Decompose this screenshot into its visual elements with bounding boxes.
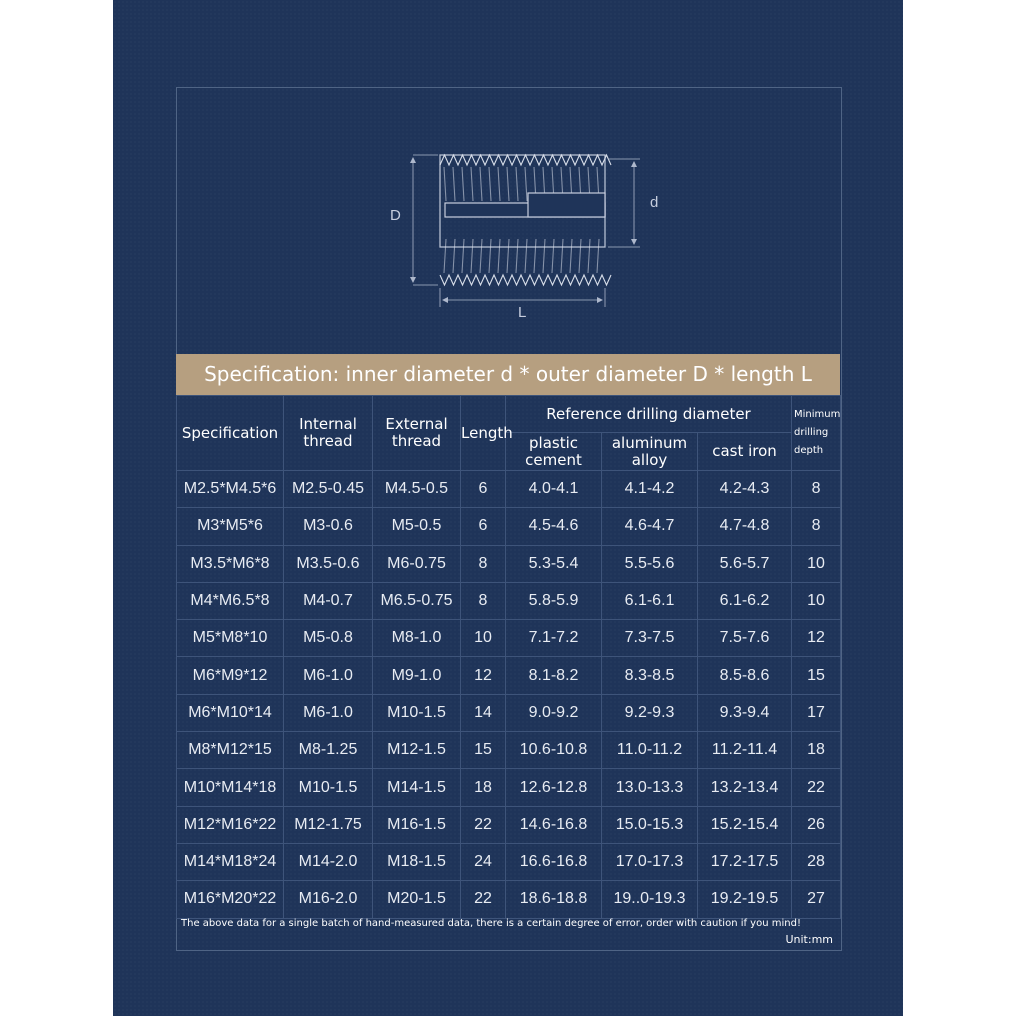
cell-internal-thread: M12-1.75 [284,806,373,843]
cell-plastic-cement: 8.1-8.2 [506,657,602,694]
cell-external-thread: M14-1.5 [373,769,461,806]
diagram-label-d: d [650,194,659,211]
cell-aluminum-alloy: 19..0-19.3 [602,881,698,918]
cell-plastic-cement: 10.6-10.8 [506,732,602,769]
cell-plastic-cement: 4.0-4.1 [506,471,602,508]
cell-minimum-drilling-depth: 8 [792,508,841,545]
cell-length: 6 [461,508,506,545]
header-cast-iron: cast iron [698,433,792,471]
cell-external-thread: M4.5-0.5 [373,471,461,508]
cell-internal-thread: M14-2.0 [284,843,373,880]
table-row [177,881,841,918]
cell-length: 6 [461,471,506,508]
table-row [177,620,841,657]
cell-cast-iron: 15.2-15.4 [698,806,792,843]
table-row [177,769,841,806]
cell-aluminum-alloy: 4.6-4.7 [602,508,698,545]
cell-length: 22 [461,806,506,843]
cell-internal-thread: M4-0.7 [284,582,373,619]
cell-aluminum-alloy: 11.0-11.2 [602,732,698,769]
cell-plastic-cement: 14.6-16.8 [506,806,602,843]
threaded-insert-diagram [288,55,659,321]
cell-cast-iron: 13.2-13.4 [698,769,792,806]
cell-internal-thread: M6-1.0 [284,657,373,694]
cell-specification: M10*M14*18 [177,769,284,806]
cell-specification: M4*M6.5*8 [177,582,284,619]
cell-minimum-drilling-depth: 27 [792,881,841,918]
cell-minimum-drilling-depth: 15 [792,657,841,694]
cell-minimum-drilling-depth: 17 [792,694,841,731]
cell-external-thread: M6-0.75 [373,545,461,582]
cell-minimum-drilling-depth: 22 [792,769,841,806]
header-external-thread: External thread [373,396,461,471]
cell-length: 8 [461,582,506,619]
cell-aluminum-alloy: 13.0-13.3 [602,769,698,806]
table-row [177,732,841,769]
cell-length: 12 [461,657,506,694]
cell-plastic-cement: 7.1-7.2 [506,620,602,657]
cell-external-thread: M5-0.5 [373,508,461,545]
cell-external-thread: M12-1.5 [373,732,461,769]
product-panel [113,0,903,1016]
cell-length: 10 [461,620,506,657]
cell-length: 14 [461,694,506,731]
cell-aluminum-alloy: 9.2-9.3 [602,694,698,731]
table-row [177,508,841,545]
cell-cast-iron: 5.6-5.7 [698,545,792,582]
cell-plastic-cement: 12.6-12.8 [506,769,602,806]
table-row [177,843,841,880]
cell-internal-thread: M10-1.5 [284,769,373,806]
cell-specification: M3.5*M6*8 [177,545,284,582]
unit-label: Unit:mm [785,933,833,946]
cell-specification: M12*M16*22 [177,806,284,843]
cell-cast-iron: 17.2-17.5 [698,843,792,880]
cell-specification: M8*M12*15 [177,732,284,769]
cell-internal-thread: M5-0.8 [284,620,373,657]
cell-specification: M16*M20*22 [177,881,284,918]
header-length: Length [461,396,506,471]
diagram-label-L: L [518,304,527,321]
cell-external-thread: M8-1.0 [373,620,461,657]
header-reference-drilling-diameter: Reference drilling diameter [506,396,792,433]
cell-aluminum-alloy: 8.3-8.5 [602,657,698,694]
cell-specification: M3*M5*6 [177,508,284,545]
disclaimer-note [181,916,833,948]
cell-minimum-drilling-depth: 12 [792,620,841,657]
cell-length: 24 [461,843,506,880]
table-row [177,694,841,731]
cell-internal-thread: M16-2.0 [284,881,373,918]
table-row [177,657,841,694]
cell-external-thread: M10-1.5 [373,694,461,731]
cell-plastic-cement: 5.8-5.9 [506,582,602,619]
cell-internal-thread: M3.5-0.6 [284,545,373,582]
cell-aluminum-alloy: 15.0-15.3 [602,806,698,843]
cell-external-thread: M16-1.5 [373,806,461,843]
cell-external-thread: M9-1.0 [373,657,461,694]
cell-internal-thread: M2.5-0.45 [284,471,373,508]
cell-cast-iron: 11.2-11.4 [698,732,792,769]
table-row [177,582,841,619]
cell-plastic-cement: 5.3-5.4 [506,545,602,582]
table-row [177,806,841,843]
cell-minimum-drilling-depth: 10 [792,545,841,582]
header-aluminum-alloy: aluminum alloy [602,433,698,471]
table-row [177,545,841,582]
cell-plastic-cement: 9.0-9.2 [506,694,602,731]
cell-internal-thread: M6-1.0 [284,694,373,731]
cell-specification: M5*M8*10 [177,620,284,657]
cell-plastic-cement: 16.6-16.8 [506,843,602,880]
cell-cast-iron: 4.2-4.3 [698,471,792,508]
cell-cast-iron: 6.1-6.2 [698,582,792,619]
header-internal-thread: Internal thread [284,396,373,471]
disclaimer-text: The above data for a single batch of hand-measured data, there is a certain degree of error, order with caution if you mind! [181,918,801,929]
cell-external-thread: M20-1.5 [373,881,461,918]
cell-specification: M14*M18*24 [177,843,284,880]
cell-length: 18 [461,769,506,806]
header-specification: Specification [177,396,284,471]
cell-specification: M6*M9*12 [177,657,284,694]
cell-length: 22 [461,881,506,918]
specification-table [176,395,841,919]
cell-minimum-drilling-depth: 18 [792,732,841,769]
cell-aluminum-alloy: 6.1-6.1 [602,582,698,619]
header-plastic-cement: plastic cement [506,433,602,471]
cell-cast-iron: 7.5-7.6 [698,620,792,657]
cell-aluminum-alloy: 4.1-4.2 [602,471,698,508]
cell-length: 8 [461,545,506,582]
cell-specification: M2.5*M4.5*6 [177,471,284,508]
cell-cast-iron: 8.5-8.6 [698,657,792,694]
specification-banner: Specification: inner diameter d * outer diameter D * length L [176,354,840,395]
cell-specification: M6*M10*14 [177,694,284,731]
cell-internal-thread: M8-1.25 [284,732,373,769]
cell-cast-iron: 4.7-4.8 [698,508,792,545]
cell-external-thread: M6.5-0.75 [373,582,461,619]
cell-cast-iron: 9.3-9.4 [698,694,792,731]
cell-minimum-drilling-depth: 28 [792,843,841,880]
cell-plastic-cement: 4.5-4.6 [506,508,602,545]
cell-aluminum-alloy: 7.3-7.5 [602,620,698,657]
cell-aluminum-alloy: 5.5-5.6 [602,545,698,582]
cell-plastic-cement: 18.6-18.8 [506,881,602,918]
cell-cast-iron: 19.2-19.5 [698,881,792,918]
cell-minimum-drilling-depth: 10 [792,582,841,619]
cell-minimum-drilling-depth: 26 [792,806,841,843]
table-row [177,471,841,508]
cell-minimum-drilling-depth: 8 [792,471,841,508]
cell-external-thread: M18-1.5 [373,843,461,880]
diagram-label-D: D [390,207,401,224]
cell-aluminum-alloy: 17.0-17.3 [602,843,698,880]
cell-internal-thread: M3-0.6 [284,508,373,545]
cell-length: 15 [461,732,506,769]
header-minimum-drilling-depth: Minimum drilling depth [792,396,841,471]
